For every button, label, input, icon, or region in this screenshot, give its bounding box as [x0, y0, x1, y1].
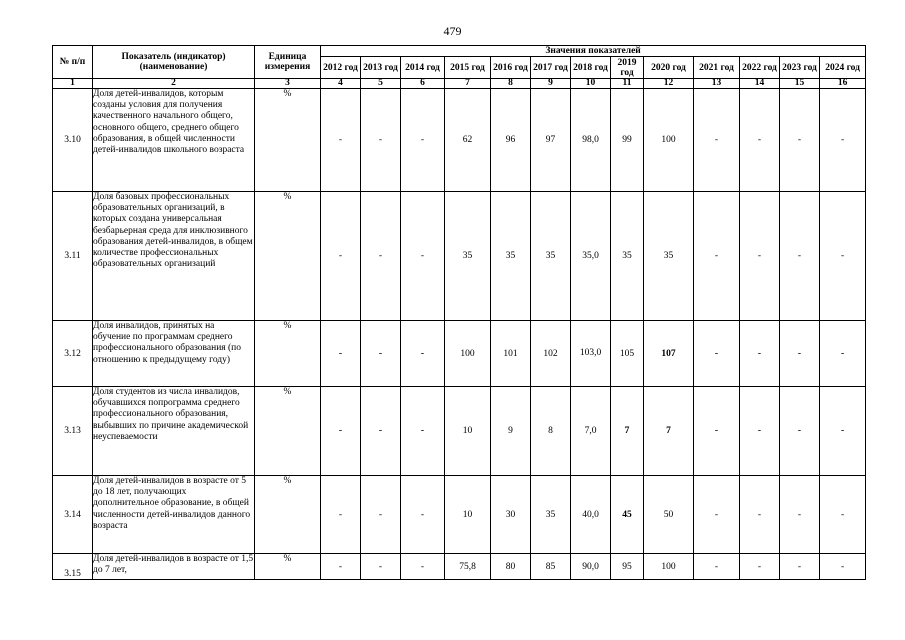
header-year: 2014 год: [401, 57, 445, 79]
indicators-table: [52, 45, 866, 580]
column-number: 2: [93, 79, 255, 89]
column-numbers-row: [53, 79, 866, 89]
row-value: -: [780, 476, 820, 554]
row-value: -: [321, 554, 361, 580]
table-row: [53, 321, 866, 387]
header-year: 2015 год: [445, 57, 491, 79]
row-code: 3.13: [53, 387, 93, 476]
row-value: -: [694, 89, 740, 192]
row-value: -: [401, 192, 445, 321]
column-number: 14: [740, 79, 780, 89]
row-value: 7: [611, 387, 644, 476]
row-value: -: [401, 321, 445, 387]
header-year: 2024 год: [820, 57, 866, 79]
row-code: 3.12: [53, 321, 93, 387]
row-value: 35: [491, 192, 531, 321]
row-value: -: [740, 387, 780, 476]
row-value: -: [780, 321, 820, 387]
column-number: 16: [820, 79, 866, 89]
row-value: -: [740, 89, 780, 192]
row-value: -: [401, 89, 445, 192]
row-value: 85: [531, 554, 571, 580]
row-indicator-name: Доля детей-инвалидов в возрасте от 5 до 18 лет, получающих дополнительное образование, в общей численности детей-инвалидов данного возраста: [93, 476, 255, 554]
row-value: -: [321, 476, 361, 554]
row-value: 62: [445, 89, 491, 192]
row-value: 99: [611, 89, 644, 192]
row-value: -: [361, 192, 401, 321]
column-number: 11: [611, 79, 644, 89]
header-values-title: Значения показателей: [321, 46, 866, 57]
row-value: 80: [491, 554, 531, 580]
row-value: 105: [611, 321, 644, 387]
row-value: 90,0: [571, 554, 611, 580]
row-value: 10: [445, 476, 491, 554]
column-number: 4: [321, 79, 361, 89]
row-value: 103,0: [571, 321, 611, 387]
header-indicator: Показатель (индикатор) (наименование): [93, 46, 255, 79]
row-unit: %: [255, 387, 321, 476]
row-code: 3.11: [53, 192, 93, 321]
row-indicator-name: Доля детей-инвалидов, которым созданы условия для получения качественного начального общего, основного общего, среднего общего образования, в общей численности детей-инвалидов школьного возраста: [93, 89, 255, 192]
row-value: 7: [644, 387, 694, 476]
row-unit: %: [255, 321, 321, 387]
row-value: -: [401, 554, 445, 580]
row-value: -: [694, 321, 740, 387]
row-value: -: [694, 192, 740, 321]
page-number: 479: [443, 24, 462, 38]
row-indicator-name: Доля детей-инвалидов в возрасте от 1,5 до 7 лет,: [93, 554, 255, 580]
header-year: 2023 год: [780, 57, 820, 79]
column-number: 8: [491, 79, 531, 89]
header-year: 2019 год: [611, 57, 644, 79]
header-year: 2013 год: [361, 57, 401, 79]
column-number: 1: [53, 79, 93, 89]
header-num: № п/п: [53, 46, 93, 79]
row-value: -: [321, 387, 361, 476]
row-value: -: [694, 387, 740, 476]
row-value: -: [780, 89, 820, 192]
row-value: 35: [611, 192, 644, 321]
header-year: 2012 год: [321, 57, 361, 79]
row-value: -: [694, 554, 740, 580]
row-value: 35,0: [571, 192, 611, 321]
row-value: 7,0: [571, 387, 611, 476]
header-unit: Единица измерения: [255, 46, 321, 79]
row-value: 35: [531, 192, 571, 321]
row-value: -: [361, 387, 401, 476]
row-value: 102: [531, 321, 571, 387]
row-indicator-name: Доля инвалидов, принятых на обучение по программам среднего профессионального образования (по отношению к предыдущему году): [93, 321, 255, 387]
row-value: 97: [531, 89, 571, 192]
row-value: -: [780, 387, 820, 476]
row-value: -: [740, 476, 780, 554]
column-number: 12: [644, 79, 694, 89]
column-number: 7: [445, 79, 491, 89]
row-value: -: [740, 192, 780, 321]
row-value: 10: [445, 387, 491, 476]
row-unit: %: [255, 476, 321, 554]
row-value: 35: [644, 192, 694, 321]
row-value: 45: [611, 476, 644, 554]
row-value: -: [401, 387, 445, 476]
row-unit: %: [255, 192, 321, 321]
row-code: 3.14: [53, 476, 93, 554]
table-row: [53, 476, 866, 554]
row-value: 40,0: [571, 476, 611, 554]
row-value: 30: [491, 476, 531, 554]
row-value: -: [820, 554, 866, 580]
row-value: -: [740, 321, 780, 387]
header-year: 2018 год: [571, 57, 611, 79]
row-value: 50: [644, 476, 694, 554]
row-value: 100: [445, 321, 491, 387]
row-value: 35: [445, 192, 491, 321]
table-row: [53, 554, 866, 580]
row-value: -: [321, 192, 361, 321]
row-value: 8: [531, 387, 571, 476]
row-value: -: [321, 89, 361, 192]
row-value: -: [780, 554, 820, 580]
row-value: -: [820, 476, 866, 554]
column-number: 9: [531, 79, 571, 89]
column-number: 5: [361, 79, 401, 89]
row-value: -: [361, 89, 401, 192]
row-indicator-name: Доля базовых профессиональных образовательных организаций, в которых создана универсальная безбарьерная среда для инклюзивного образования детей-инвалидов, в общем количестве профессиональных образовательных организаций: [93, 192, 255, 321]
row-unit: %: [255, 89, 321, 192]
row-code: 3.10: [53, 89, 93, 192]
header-year: 2022 год: [740, 57, 780, 79]
row-value: 100: [644, 554, 694, 580]
row-value: -: [694, 476, 740, 554]
row-value: -: [361, 554, 401, 580]
row-value: 98,0: [571, 89, 611, 192]
row-value: -: [321, 321, 361, 387]
column-number: 13: [694, 79, 740, 89]
table-row: [53, 387, 866, 476]
row-code: 3.15: [53, 554, 93, 580]
row-value: 107: [644, 321, 694, 387]
row-value: -: [820, 387, 866, 476]
row-value: -: [401, 476, 445, 554]
row-value: -: [820, 89, 866, 192]
column-number: 10: [571, 79, 611, 89]
row-value: -: [780, 192, 820, 321]
row-unit: %: [255, 554, 321, 580]
row-value: -: [361, 321, 401, 387]
row-value: -: [740, 554, 780, 580]
table-row: [53, 89, 866, 192]
header-year: 2017 год: [531, 57, 571, 79]
column-number: 6: [401, 79, 445, 89]
header-year: 2020 год: [644, 57, 694, 79]
row-value: 100: [644, 89, 694, 192]
row-value: 101: [491, 321, 531, 387]
row-value: 9: [491, 387, 531, 476]
row-value: 96: [491, 89, 531, 192]
row-value: 95: [611, 554, 644, 580]
table-row: [53, 192, 866, 321]
row-value: 35: [531, 476, 571, 554]
row-value: -: [820, 192, 866, 321]
header-year: 2016 год: [491, 57, 531, 79]
row-value: 75,8: [445, 554, 491, 580]
row-value: -: [361, 476, 401, 554]
column-number: 15: [780, 79, 820, 89]
row-value: -: [820, 321, 866, 387]
column-number: 3: [255, 79, 321, 89]
header-year: 2021 год: [694, 57, 740, 79]
row-indicator-name: Доля студентов из числа инвалидов, обучавшихся попрограмма среднего профессионального образования, выбывших по причине академической неуспеваемости: [93, 387, 255, 476]
